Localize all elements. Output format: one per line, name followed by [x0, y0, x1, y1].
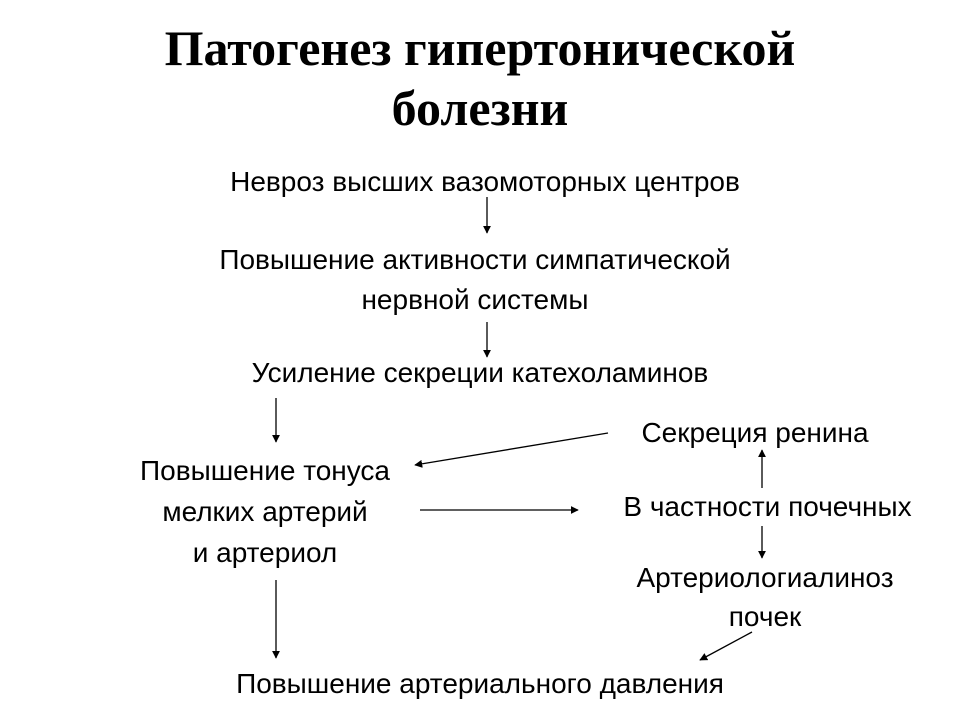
- title-line-1: Патогенез гипертонической: [164, 20, 796, 76]
- node-sympathetic-line-1: Повышение активности симпатической: [219, 244, 731, 275]
- arrow-renin-to-tonus: [415, 433, 608, 465]
- node-renal-text: В частности почечных: [623, 491, 912, 522]
- node-renin-text: Секреция ренина: [641, 417, 869, 448]
- node-tonus-line-1: Повышение тонуса: [140, 455, 390, 486]
- node-tonus-line-3: и артериол: [192, 537, 338, 568]
- node-sympathetic-line-2: нервной системы: [361, 284, 589, 315]
- node-pressure-text: Повышение артериального давления: [236, 668, 724, 699]
- node-hyalinosis-line-1: Артериологиалиноз: [636, 562, 894, 593]
- arrow-hyalinosis-to-pressure: [700, 632, 752, 660]
- node-tonus-line-2: мелких артерий: [162, 496, 368, 527]
- title-line-2: болезни: [391, 80, 569, 136]
- node-catecholamines-text: Усиление секреции катехоламинов: [251, 357, 709, 388]
- node-hyalinosis-line-2: почек: [728, 601, 802, 632]
- node-neurosis-text: Невроз высших вазомоторных центров: [230, 166, 740, 197]
